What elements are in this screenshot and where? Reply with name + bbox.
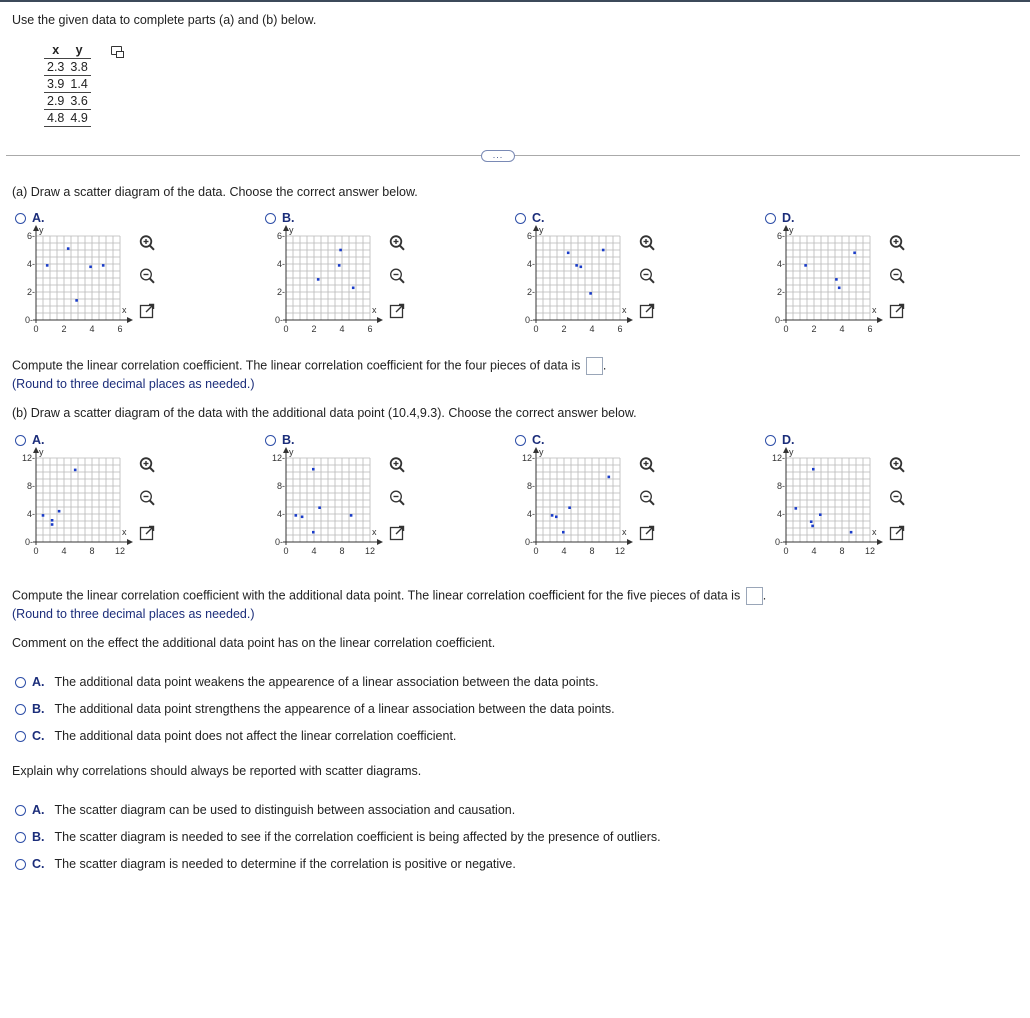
part-b-option-a[interactable] (15, 433, 45, 447)
zoom-out-button[interactable] (138, 489, 156, 507)
scatter-plot (270, 447, 382, 564)
data-point (312, 468, 315, 471)
explain-choice-a[interactable] (15, 803, 515, 817)
popout-button[interactable] (638, 302, 656, 320)
zoom-out-button[interactable] (388, 267, 406, 285)
handle (150, 501, 154, 505)
table-cell: 2.3 (44, 59, 67, 76)
table-cell: 3.6 (67, 93, 90, 110)
data-point (551, 514, 554, 517)
x-axis-label: x (122, 527, 127, 537)
data-point (51, 519, 54, 522)
handle (650, 279, 654, 283)
y-tick-label: 12- (521, 453, 535, 463)
y-tick-label: 4- (26, 509, 35, 519)
zoom-in-button[interactable] (388, 234, 406, 252)
option-label: B. (282, 211, 295, 225)
zoom-out-button[interactable] (888, 489, 906, 507)
data-point (46, 264, 49, 267)
data-point (608, 476, 611, 479)
x-tick-label: 12 (614, 546, 626, 556)
part-a-prompt: (a) Draw a scatter diagram of the data. Choose the correct answer below. (12, 185, 418, 199)
x-tick-label: 2 (311, 324, 317, 334)
y-tick-label: 0- (774, 537, 783, 547)
x-axis-arrow (377, 317, 383, 323)
part-a-graph-a (20, 225, 132, 345)
data-point (555, 516, 558, 519)
part-b-compute: Compute the linear correlation coefficient with the additional data point. The linear correlation coefficient for the five pieces of data is . (12, 587, 766, 605)
data-point (339, 249, 342, 252)
radio-button[interactable] (765, 435, 776, 446)
part-a-graph-c (520, 225, 632, 345)
part-a-option-d[interactable] (765, 211, 795, 225)
option-label: C. (532, 433, 545, 447)
zoom-out-button[interactable] (888, 267, 906, 285)
data-point (58, 510, 61, 513)
x-axis-label: x (372, 305, 377, 315)
data-point (811, 525, 814, 528)
y-tick-label: 4- (776, 509, 785, 519)
zoom-in-button[interactable] (888, 234, 906, 252)
radio-button[interactable] (265, 213, 276, 224)
table-cell: 1.4 (67, 76, 90, 93)
x-tick-label: 6 (867, 324, 873, 334)
y-tick-label: 4- (276, 509, 285, 519)
zoom-in-button[interactable] (388, 456, 406, 474)
zoom-in-icon[interactable] (888, 456, 906, 474)
data-point (795, 507, 798, 510)
popout-icon[interactable] (888, 524, 906, 542)
y-axis-label: y (539, 225, 544, 235)
x-axis-label: x (122, 305, 127, 315)
x-axis-arrow (627, 539, 633, 545)
y-tick-label: 6- (276, 231, 285, 241)
x-tick-label: 0 (33, 546, 39, 556)
scatter-plot (520, 447, 632, 564)
part-b-prompt: (b) Draw a scatter diagram of the data with the additional data point (10.4,9.3). Choose the correct answer below. (12, 406, 637, 420)
radio-button[interactable] (15, 859, 26, 870)
y-axis-label: y (789, 447, 794, 457)
part-a-option-b[interactable] (265, 211, 295, 225)
data-point (602, 249, 605, 252)
x-tick-label: 0 (283, 324, 289, 334)
popout-button[interactable] (388, 302, 406, 320)
x-tick-label: 2 (561, 324, 567, 334)
handle (650, 501, 654, 505)
zoom-out-icon[interactable] (388, 489, 406, 507)
part-b-option-d[interactable] (765, 433, 795, 447)
scatter-plot (520, 225, 632, 342)
copy-data-icon[interactable] (111, 46, 122, 55)
part-a-answer-box[interactable] (586, 357, 603, 375)
comment-choice-c[interactable] (15, 729, 456, 743)
zoom-in-button[interactable] (638, 234, 656, 252)
x-tick-label: 8 (89, 546, 95, 556)
zoom-out-icon[interactable] (388, 267, 406, 285)
zoom-in-icon[interactable] (888, 234, 906, 252)
handle (400, 468, 404, 472)
choice-text: The scatter diagram is needed to see if the correlation coefficient is being affected by the presence of outliers. (54, 830, 661, 844)
zoom-out-icon[interactable] (138, 267, 156, 285)
zoom-out-icon[interactable] (888, 267, 906, 285)
expand-more-button[interactable]: ... (481, 150, 515, 162)
zoom-in-icon[interactable] (138, 456, 156, 474)
choice-label: C. (32, 729, 45, 743)
radio-button[interactable] (15, 213, 26, 224)
x-tick-label: 2 (811, 324, 817, 334)
radio-button[interactable] (15, 704, 26, 715)
zoom-in-button[interactable] (138, 456, 156, 474)
radio-button[interactable] (765, 213, 776, 224)
x-tick-label: 4 (89, 324, 95, 334)
x-axis-arrow (377, 539, 383, 545)
table-row (44, 93, 91, 110)
part-b-option-b[interactable] (265, 433, 295, 447)
x-tick-label: 12 (114, 546, 126, 556)
part-a-option-c[interactable] (515, 211, 545, 225)
data-point (318, 506, 321, 509)
choice-label: A. (32, 675, 45, 689)
x-tick-label: 0 (33, 324, 39, 334)
part-b-graph-d (770, 447, 882, 567)
popout-button[interactable] (388, 524, 406, 542)
x-tick-label: 4 (339, 324, 345, 334)
data-point (567, 252, 570, 255)
table-cell: 3.8 (67, 59, 90, 76)
handle (150, 279, 154, 283)
x-tick-label: 4 (61, 546, 67, 556)
popout-button[interactable] (638, 524, 656, 542)
handle (650, 246, 654, 250)
handle (400, 279, 404, 283)
data-table (44, 42, 91, 127)
x-tick-label: 4 (311, 546, 317, 556)
y-tick-label: 0- (24, 537, 33, 547)
radio-button[interactable] (515, 213, 526, 224)
popout-button[interactable] (888, 524, 906, 542)
handle (900, 468, 904, 472)
y-axis-label: y (789, 225, 794, 235)
x-tick-label: 12 (364, 546, 376, 556)
handle (900, 501, 904, 505)
part-b-graph-b (270, 447, 382, 567)
x-tick-label: 4 (811, 546, 817, 556)
choice-text: The additional data point strengthens the appearence of a linear association between the data points. (54, 702, 615, 716)
data-point (42, 514, 45, 517)
y-tick-label: 8- (776, 481, 785, 491)
comment-choice-a[interactable] (15, 675, 599, 689)
radio-button[interactable] (15, 435, 26, 446)
y-tick-label: 2- (26, 287, 35, 297)
radio-button[interactable] (15, 832, 26, 843)
data-point (853, 252, 856, 255)
table-row (44, 110, 91, 127)
y-axis-label: y (39, 447, 44, 457)
table-row (44, 59, 91, 76)
radio-button[interactable] (15, 677, 26, 688)
data-point (51, 523, 54, 526)
y-tick-label: 12- (21, 453, 35, 463)
option-label: B. (282, 433, 295, 447)
choice-text: The additional data point weakens the appearence of a linear association between the data points. (54, 675, 599, 689)
choice-label: C. (32, 857, 45, 871)
handle (400, 501, 404, 505)
zoom-in-icon[interactable] (138, 234, 156, 252)
zoom-in-icon[interactable] (388, 234, 406, 252)
data-point (301, 516, 304, 519)
y-tick-label: 0- (524, 315, 533, 325)
scatter-plot (20, 447, 132, 564)
y-tick-label: 4- (526, 509, 535, 519)
popout-icon[interactable] (388, 524, 406, 542)
zoom-out-icon[interactable] (638, 489, 656, 507)
data-point (312, 531, 315, 534)
y-tick-label: 8- (526, 481, 535, 491)
x-axis-label: x (872, 527, 877, 537)
y-tick-label: 0- (774, 315, 783, 325)
data-point (580, 266, 583, 269)
radio-button[interactable] (265, 435, 276, 446)
popout-button[interactable] (888, 302, 906, 320)
x-tick-label: 8 (839, 546, 845, 556)
choice-text: The scatter diagram can be used to distinguish between association and causation. (54, 803, 516, 817)
zoom-out-icon[interactable] (638, 267, 656, 285)
y-tick-label: 8- (26, 481, 35, 491)
x-axis-label: x (372, 527, 377, 537)
table-cell: 4.9 (67, 110, 90, 127)
data-point (810, 520, 813, 523)
data-point (102, 264, 105, 267)
table-header-x: x (44, 42, 67, 59)
scatter-plot (270, 225, 382, 342)
data-point (338, 264, 341, 267)
handle (400, 246, 404, 250)
y-tick-label: 0- (274, 315, 283, 325)
radio-button[interactable] (15, 805, 26, 816)
zoom-in-icon[interactable] (638, 234, 656, 252)
data-point (812, 468, 815, 471)
choice-label: A. (32, 803, 45, 817)
x-axis-label: x (622, 527, 627, 537)
data-point (352, 287, 355, 290)
zoom-out-button[interactable] (388, 489, 406, 507)
popout-icon[interactable] (888, 302, 906, 320)
scatter-plot (770, 447, 882, 564)
x-tick-label: 12 (864, 546, 876, 556)
popout-button[interactable] (138, 302, 156, 320)
y-tick-label: 4- (776, 259, 785, 269)
zoom-in-button[interactable] (638, 456, 656, 474)
popout-icon[interactable] (138, 524, 156, 542)
data-point (350, 514, 353, 517)
data-point (575, 264, 578, 267)
table-cell: 3.9 (44, 76, 67, 93)
zoom-out-button[interactable] (138, 267, 156, 285)
zoom-out-icon[interactable] (888, 489, 906, 507)
handle (900, 246, 904, 250)
data-point (562, 531, 565, 534)
y-tick-label: 6- (526, 231, 535, 241)
radio-button[interactable] (15, 731, 26, 742)
zoom-in-button[interactable] (138, 234, 156, 252)
part-b-option-c[interactable] (515, 433, 545, 447)
part-a-graph-b (270, 225, 382, 345)
zoom-out-icon[interactable] (138, 489, 156, 507)
x-axis-arrow (627, 317, 633, 323)
y-tick-label: 6- (26, 231, 35, 241)
x-tick-label: 4 (589, 324, 595, 334)
part-a-compute: Compute the linear correlation coefficient. The linear correlation coefficient for the four pieces of data is . (12, 357, 606, 375)
y-tick-label: 2- (276, 287, 285, 297)
explain-prompt: Explain why correlations should always be reported with scatter diagrams. (12, 764, 422, 778)
table-header-y: y (67, 42, 90, 59)
option-label: C. (532, 211, 545, 225)
popout-button[interactable] (138, 524, 156, 542)
choice-label: B. (32, 702, 45, 716)
data-point (295, 514, 298, 517)
zoom-out-button[interactable] (638, 489, 656, 507)
instruction: Use the given data to complete parts (a) and (b) below. (12, 13, 317, 27)
part-a-graph-d (770, 225, 882, 345)
y-tick-label: 4- (276, 259, 285, 269)
data-point (317, 278, 320, 281)
data-point (835, 278, 838, 281)
x-tick-label: 6 (117, 324, 123, 334)
y-axis-label: y (539, 447, 544, 457)
scatter-plot (20, 225, 132, 342)
y-tick-label: 8- (276, 481, 285, 491)
y-tick-label: 2- (526, 287, 535, 297)
x-axis-arrow (127, 539, 133, 545)
x-tick-label: 4 (561, 546, 567, 556)
option-label: A. (32, 433, 45, 447)
part-b-answer-box[interactable] (746, 587, 763, 605)
option-label: D. (782, 433, 795, 447)
scatter-plot (770, 225, 882, 342)
y-axis-label: y (289, 225, 294, 235)
y-tick-label: 2- (776, 287, 785, 297)
data-point (850, 531, 853, 534)
part-a-option-a[interactable] (15, 211, 45, 225)
x-tick-label: 8 (339, 546, 345, 556)
popout-icon[interactable] (638, 524, 656, 542)
y-tick-label: 0- (274, 537, 283, 547)
y-axis-label: y (289, 447, 294, 457)
part-b-graph-a (20, 447, 132, 567)
data-point (74, 469, 77, 472)
handle (150, 246, 154, 250)
x-tick-label: 0 (283, 546, 289, 556)
explain-choice-b[interactable] (15, 830, 661, 844)
x-tick-label: 0 (783, 324, 789, 334)
x-axis-arrow (877, 317, 883, 323)
data-point (89, 266, 92, 269)
y-tick-label: 0- (24, 315, 33, 325)
part-b-round-note: (Round to three decimal places as needed.) (12, 607, 255, 621)
data-point (838, 287, 841, 290)
choice-label: B. (32, 830, 45, 844)
x-axis-label: x (872, 305, 877, 315)
x-tick-label: 6 (617, 324, 623, 334)
y-tick-label: 4- (26, 259, 35, 269)
comment-choice-b[interactable] (15, 702, 615, 716)
handle (150, 468, 154, 472)
option-label: A. (32, 211, 45, 225)
option-label: D. (782, 211, 795, 225)
popout-icon[interactable] (638, 302, 656, 320)
data-point (568, 506, 571, 509)
data-point (819, 513, 822, 516)
x-tick-label: 4 (839, 324, 845, 334)
y-axis-label: y (39, 225, 44, 235)
part-b-compute-text: Compute the linear correlation coefficient with the additional data point. The linear correlation coefficient for the five pieces of data is (12, 588, 741, 603)
x-tick-label: 8 (589, 546, 595, 556)
part-a-round-note: (Round to three decimal places as needed.) (12, 377, 255, 391)
y-tick-label: 6- (776, 231, 785, 241)
x-axis-label: x (622, 305, 627, 315)
table-cell: 4.8 (44, 110, 67, 127)
y-tick-label: 4- (526, 259, 535, 269)
data-point (804, 264, 807, 267)
x-tick-label: 0 (533, 324, 539, 334)
x-tick-label: 6 (367, 324, 373, 334)
radio-button[interactable] (515, 435, 526, 446)
comment-prompt: Comment on the effect the additional data point has on the linear correlation coefficient. (12, 636, 496, 650)
popout-icon[interactable] (388, 302, 406, 320)
part-b-graph-c (520, 447, 632, 567)
data-point (67, 247, 70, 250)
choice-text: The scatter diagram is needed to determine if the correlation is positive or negative. (54, 857, 516, 871)
handle (900, 279, 904, 283)
x-tick-label: 0 (533, 546, 539, 556)
x-axis-arrow (127, 317, 133, 323)
y-tick-label: 12- (771, 453, 785, 463)
explain-choice-c[interactable] (15, 857, 516, 871)
zoom-in-icon[interactable] (388, 456, 406, 474)
zoom-in-button[interactable] (888, 456, 906, 474)
zoom-out-button[interactable] (638, 267, 656, 285)
table-row (44, 76, 91, 93)
top-border (0, 0, 1030, 2)
x-axis-arrow (877, 539, 883, 545)
handle (650, 468, 654, 472)
zoom-in-icon[interactable] (638, 456, 656, 474)
x-tick-label: 2 (61, 324, 67, 334)
x-tick-label: 0 (783, 546, 789, 556)
choice-text: The additional data point does not affect the linear correlation coefficient. (54, 729, 457, 743)
table-cell: 2.9 (44, 93, 67, 110)
y-tick-label: 0- (524, 537, 533, 547)
popout-icon[interactable] (138, 302, 156, 320)
y-tick-label: 12- (271, 453, 285, 463)
data-point (75, 299, 78, 302)
part-a-compute-text: Compute the linear correlation coefficient. The linear correlation coefficient for the four pieces of data is (12, 358, 581, 373)
data-point (589, 292, 592, 295)
